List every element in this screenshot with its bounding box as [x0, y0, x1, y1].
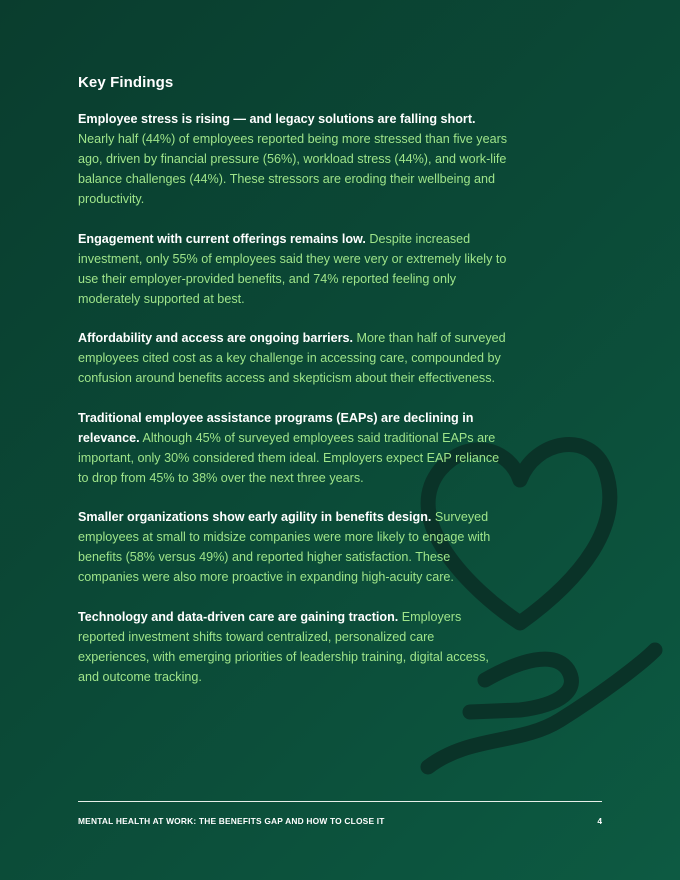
finding-lead: Affordability and access are ongoing barriers.	[78, 331, 354, 345]
finding-paragraph	[78, 507, 508, 587]
finding-body: Employers reported investment shifts toward centralized, personalized care experiences, with emerging priorities of leadership training, digital access, and outcome tracking.	[78, 609, 489, 684]
finding-body: Despite increased investment, only 55% of employees said they were very or extremely likely to use their employer-provided benefits, and 74% reported feeling only moderately supported at best.	[78, 231, 507, 306]
finding-body: Although 45% of surveyed employees said traditional EAPs are important, only 30% considered them ideal. Employers expect EAP reliance to drop from 45% to 38% over the next three years.	[78, 430, 500, 485]
finding-lead: Employee stress is rising — and legacy solutions are falling short.	[78, 112, 476, 126]
finding-lead: Engagement with current offerings remains low.	[78, 231, 366, 246]
finding-body: Nearly half (44%) of employees reported being more stressed than five years ago, driven by financial pressure (56%), workload stress (44%), and work-life balance challenges (44%). These stressors are eroding their wellbeing and productivity.	[78, 132, 508, 206]
footer-title: MENTAL HEALTH AT WORK: THE BENEFITS GAP AND HOW TO CLOSE IT	[78, 816, 385, 826]
page-number: 4	[597, 816, 602, 826]
section-heading: Key Findings	[78, 74, 174, 91]
finding-lead: Traditional employee assistance programs (EAPs) are declining in relevance.	[78, 410, 474, 445]
finding-lead: Technology and data-driven care are gaining traction.	[78, 609, 399, 624]
finding-paragraph	[78, 229, 508, 309]
finding-lead: Smaller organizations show early agility in benefits design.	[78, 510, 432, 524]
finding-paragraph	[78, 109, 508, 209]
finding-paragraph	[78, 408, 508, 488]
finding-body: More than half of surveyed employees cited cost as a key challenge in accessing care, compounded by confusion around benefits access and skepticism about their effectiveness.	[78, 331, 506, 385]
key-findings-section	[78, 74, 508, 706]
finding-paragraph	[78, 607, 508, 687]
footer-divider	[78, 801, 602, 802]
finding-body: Surveyed employees at small to midsize companies were more likely to engage with benefits (58% versus 49%) and reported higher satisfaction. These companies were also more proactive in expanding high-acuity care.	[78, 510, 491, 584]
finding-paragraph	[78, 328, 508, 388]
